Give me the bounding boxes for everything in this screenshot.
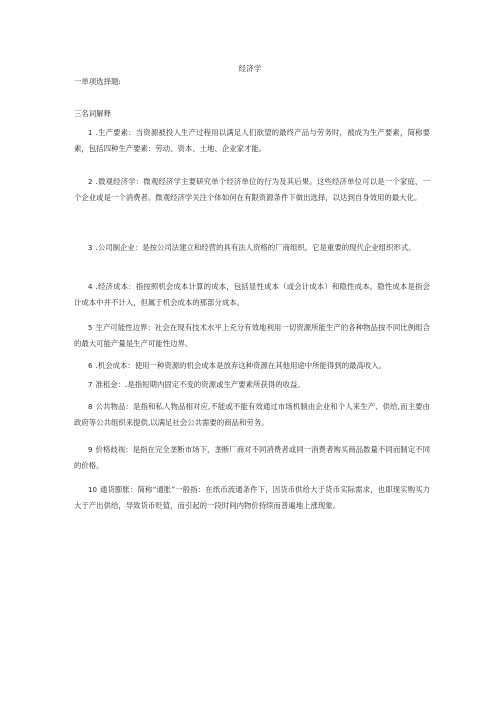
term-text: .生产要素：当资源被投入生产过程用以满足人们欲望的最终产品与劳务时，被成为生产要素，简称要素，包括四种生产要素：劳动、资本、土地、企业家才能。 bbox=[74, 128, 430, 154]
glossary-term-10 bbox=[74, 482, 430, 515]
term-text: .公司制企业：是按公司法建立和经营的具有法人资格的厂商组织。它是重要的现代企业组织形式。 bbox=[95, 243, 416, 252]
glossary-term-1 bbox=[74, 125, 430, 158]
term-number: 9 bbox=[88, 446, 93, 454]
glossary-term-4 bbox=[74, 279, 430, 312]
term-number: 1 bbox=[88, 129, 93, 137]
term-number: 4 bbox=[88, 283, 93, 291]
term-number: 2 bbox=[88, 178, 93, 186]
document-title: 经济学 bbox=[238, 64, 262, 73]
term-text: .机会成本：使用一种资源的机会成本是放弃这种资源在其他用途中所能得到的最高收入。 bbox=[95, 361, 387, 370]
term-number: 10 bbox=[88, 486, 97, 494]
term-number: 6 bbox=[88, 362, 93, 370]
term-number: 8 bbox=[88, 403, 93, 411]
glossary-term-5 bbox=[74, 320, 430, 353]
glossary-term-7 bbox=[74, 377, 430, 393]
glossary-term-6 bbox=[74, 358, 430, 374]
glossary-term-9 bbox=[74, 442, 430, 475]
term-text: 准租金：.是指短期内固定不变的资源或生产要素所获得的收益。 bbox=[95, 380, 305, 389]
term-text: 价格歧视：是指在完全垄断市场下，垄断厂商对不同消费者或同一消费者购买商品数量不同而制定不同的价格。 bbox=[74, 445, 430, 471]
section-single-choice-heading: 一单项选择题: bbox=[74, 77, 121, 86]
section-glossary-heading: 三名词解释 bbox=[74, 109, 111, 118]
term-text: 公共物品：是指和私人物品相对应,不能或不能有效通过市场机制由企业和个人来生产、供给,而主要由政府等公共组织来提供,以满足社会公共需要的商品和劳务。 bbox=[74, 402, 430, 428]
term-text: .微观经济学：微观经济学主要研究单个经济单位的行为及其后果。这些经济单位可以是一个家庭、一个企业或是一个消费者。微观经济学关注个体如何在有限资源条件下做出选择，以达到自身效用的最大化。 bbox=[74, 177, 430, 203]
glossary-term-3 bbox=[74, 240, 430, 256]
term-number: 3 bbox=[88, 244, 93, 252]
glossary-term-2 bbox=[74, 174, 430, 207]
glossary-term-8 bbox=[74, 399, 430, 432]
term-number: 5 bbox=[88, 324, 93, 332]
term-text: 生产可能性边界：社会在现有技术水平上充分有效地利用一切资源所能生产的各种物品按不同比例组合的最大可能产量是生产可能性边界。 bbox=[74, 323, 430, 349]
term-number: 7 bbox=[88, 381, 93, 389]
term-text: .经济成本：指按照机会成本计算的成本，包括显性成本（或会计成本）和隐性成本。隐性成本是指会计成本中并不计入，但属于机会成本的那部分成本。 bbox=[74, 282, 430, 308]
term-text: 通货膨胀：简称“通胀”一般指：在纸币流通条件下，因货币供给大于货币实际需求，也即现实购买力大于产出供给，导致货币贬值，而引起的一段时间内物价持续而普遍地上涨现象。 bbox=[74, 485, 430, 511]
